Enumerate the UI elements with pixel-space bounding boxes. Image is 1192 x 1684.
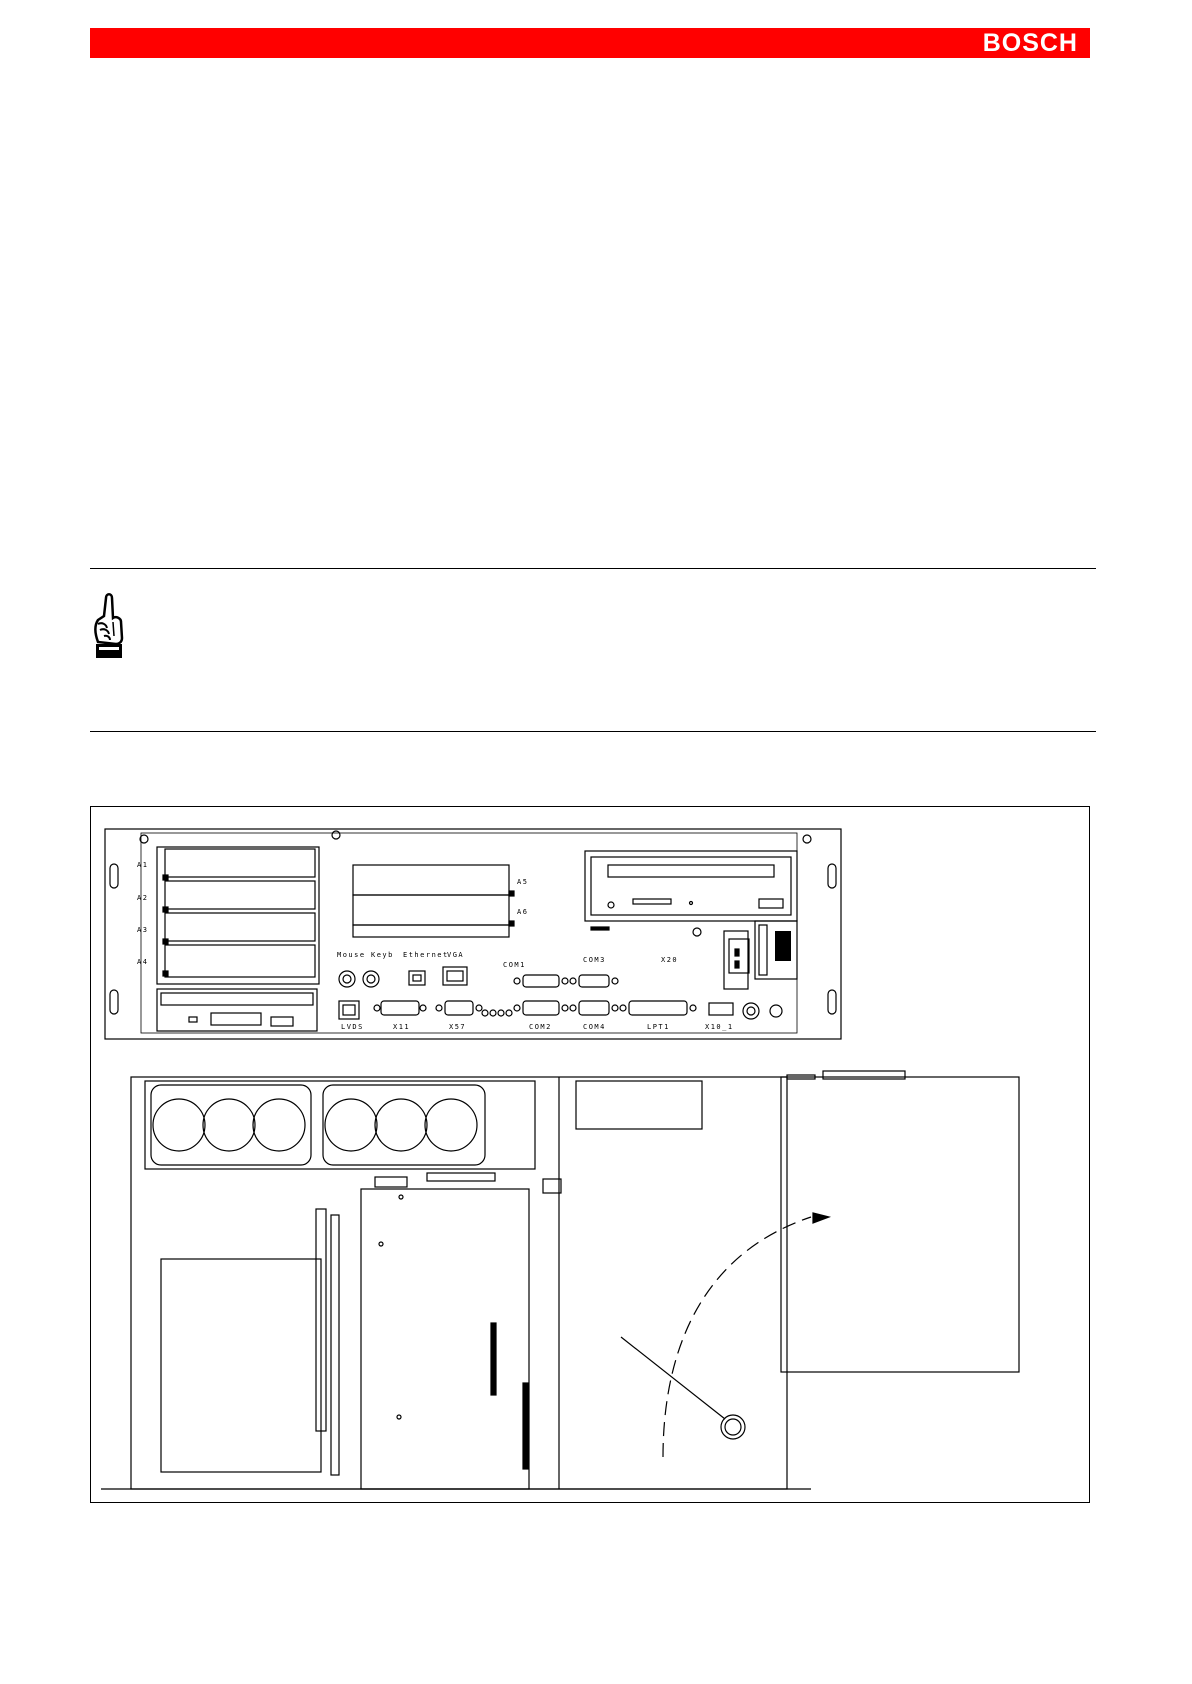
slot-label-a5: A5 xyxy=(517,878,529,886)
port-label-x10-1: X10_1 xyxy=(705,1023,734,1031)
port-label-ethernet: Ethernet xyxy=(403,951,449,959)
bosch-logo: BOSCH xyxy=(982,29,1078,57)
slot-label-a4: A4 xyxy=(137,958,149,966)
slot-label-a1: A1 xyxy=(137,861,149,869)
device-drawing xyxy=(91,807,1091,1504)
front-panel xyxy=(105,829,841,1039)
port-label-lvds: LVDS xyxy=(341,1023,364,1031)
notice-top-rule xyxy=(90,568,1096,569)
port-label-com3: COM3 xyxy=(583,956,606,964)
port-label-mouse: Mouse xyxy=(337,951,366,959)
port-label-x57: X57 xyxy=(449,1023,467,1031)
interior-view xyxy=(101,1071,1019,1489)
port-label-x20: X20 xyxy=(661,956,679,964)
slot-label-a2: A2 xyxy=(137,894,149,902)
port-label-lpt1: LPT1 xyxy=(647,1023,670,1031)
port-label-com4: COM4 xyxy=(583,1023,606,1031)
port-label-com2: COM2 xyxy=(529,1023,552,1031)
device-figure xyxy=(90,806,1090,1503)
slot-label-a3: A3 xyxy=(137,926,149,934)
slot-label-a6: A6 xyxy=(517,908,529,916)
port-label-com1: COM1 xyxy=(503,961,526,969)
port-label-keyb: Keyb xyxy=(371,951,394,959)
notice-bottom-rule xyxy=(90,731,1096,732)
port-label-x11: X11 xyxy=(393,1023,411,1031)
pointing-hand-icon xyxy=(92,592,128,664)
port-label-vga: VGA xyxy=(447,951,465,959)
header-bar xyxy=(90,28,1090,58)
